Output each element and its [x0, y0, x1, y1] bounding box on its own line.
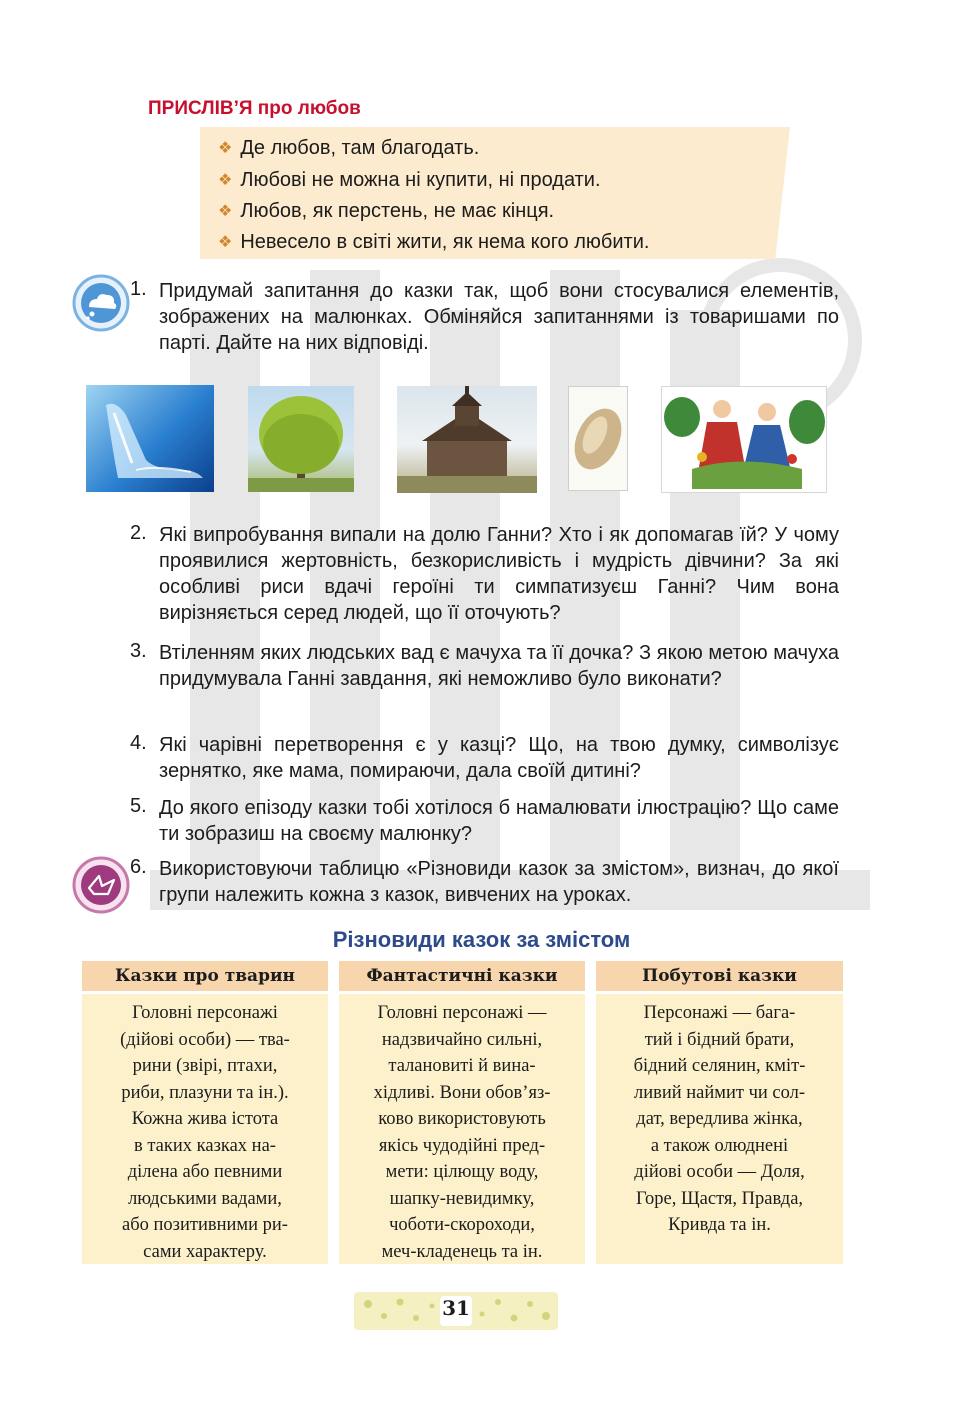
proverb-item: ❖ Любов, як перстень, не має кінця. — [218, 200, 555, 222]
glass-slipper-photo — [86, 385, 214, 492]
proverb-item: ❖ Любові не можна ні купити, ні продати. — [218, 169, 601, 191]
diamond-bullet-icon: ❖ — [218, 172, 233, 189]
paper-crane-icon — [72, 856, 130, 914]
table-cell: Головні персонажі (дійові особи) — тва- рини (звірі, птахи, риби, плазуни та ін.). Кожна жива істота в таких казках на- ділена або певними людськими вадами, або позитивними ри- сами характеру. — [82, 994, 328, 1264]
question-text: До якого епізоду казки тобі хотілося б намалювати ілюстрацію? Що саме ти зобразиш на своєму малюнку? — [159, 797, 839, 845]
table-header: Побутові казки — [596, 961, 843, 991]
table-header: Казки про тварин — [82, 961, 328, 991]
question-number: 5. — [130, 795, 147, 817]
fairy-tale-illustration — [661, 386, 827, 493]
question-number: 4. — [130, 732, 147, 754]
proverb-item: ❖ Невесело в світі жити, як нема кого любити. — [218, 231, 650, 253]
willow-tree-photo — [248, 386, 354, 492]
proverb-item: ❖ Де любов, там благодать. — [218, 137, 480, 159]
table-cell: Персонажі — бага- тий і бідний брати, бідний селянин, кміт- ливий наймит чи сол- дат, вередлива жінка, а також олюднені дійові особи — Доля, Горе, Щастя, Правда, Кривда та ін. — [596, 994, 843, 1264]
diamond-bullet-icon: ❖ — [218, 140, 233, 157]
seed-photo — [568, 386, 628, 491]
table-header: Фантастичні казки — [339, 961, 585, 991]
question-number: 1. — [130, 278, 147, 300]
question-text: Які чарівні перетворення є у казці? Що, на твою думку, символізує зернятко, яке мама, помираючи, дала своїй дитині? — [159, 734, 839, 782]
wooden-church-photo — [397, 386, 537, 493]
question-number: 3. — [130, 640, 147, 662]
question-text: Втіленням яких людських вад є мачуха та її дочка? З якою метою мачуха придумувала Ганні завдання, які неможливо було виконати? — [159, 642, 839, 690]
proverbs-title: ПРИСЛІВ’Я про любов — [148, 98, 361, 119]
table-cell: Головні персонажі — надзвичайно сильні, талановиті й вина- хідливі. Вони обов’яз- ково використовують якісь чудодійні пред- мети: цілющу воду, шапку-невидимку, чоботи-скороходи, меч-кладенець та ін. — [339, 994, 585, 1264]
question-number: 6. — [130, 856, 147, 878]
page-number: 31 — [442, 1296, 470, 1320]
table-title: Різновиди казок за змістом — [332, 927, 631, 952]
diamond-bullet-icon: ❖ — [218, 234, 233, 251]
thought-cloud-icon — [72, 274, 130, 332]
question-text: Використовуючи таблицю «Різновиди казок за змістом», визнач, до якої групи належить кожна з казок, вивчених на уроках. — [159, 858, 839, 906]
question-text: Які випробування випали на долю Ганни? Хто і як допомагав їй? У чому проявилися жертовність, безкорисливість і мудрість дівчини? За які особливі риси вдачі героїні ти симпатизуєш Ганні? Чим вона вирізняється серед людей, що її оточують? — [159, 524, 839, 624]
question-number: 2. — [130, 522, 147, 544]
diamond-bullet-icon: ❖ — [218, 203, 233, 220]
question-text: Придумай запитання до казки так, щоб вони стосувалися елементів, зображених на малюнках. Обміняйся запитаннями із товаришами по парті. Дайте на них відповіді. — [159, 280, 839, 354]
